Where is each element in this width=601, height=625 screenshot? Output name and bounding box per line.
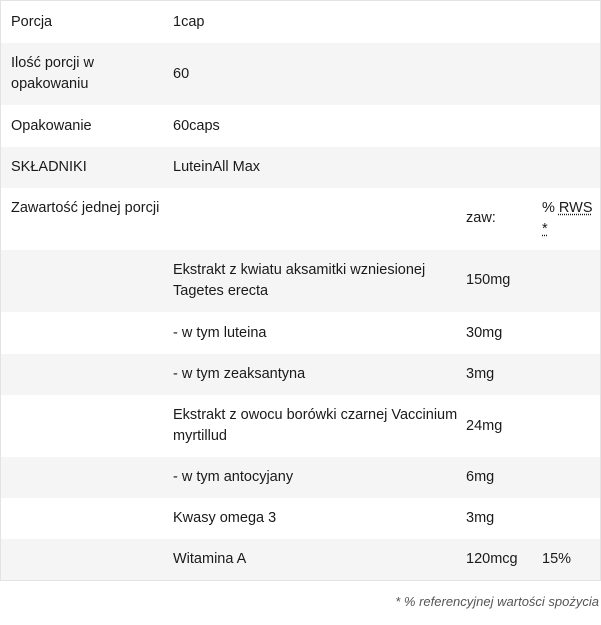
rws-percent: 15% <box>542 551 572 567</box>
table-row <box>1 354 600 395</box>
row-value: 60 <box>173 66 190 82</box>
table-row <box>1 539 600 580</box>
ingredient-amount: 6mg <box>466 469 495 485</box>
ingredient-name: Ekstrakt z kwiatu aksamitki wzniesionej Tagetes erecta <box>173 262 426 299</box>
table-row <box>1 43 600 105</box>
row-label: Porcja <box>11 14 53 30</box>
table-row <box>1 250 600 312</box>
table-row <box>1 1 600 43</box>
table-row <box>1 498 600 539</box>
table-row <box>1 312 600 354</box>
ingredient-amount: 30mg <box>466 325 503 341</box>
row-value: LuteinAll Max <box>173 159 261 175</box>
ingredient-name: Witamina A <box>173 551 247 567</box>
ingredient-amount: 3mg <box>466 510 495 526</box>
row-label: Opakowanie <box>11 118 92 134</box>
table-row <box>1 457 600 498</box>
ingredient-amount: 3mg <box>466 366 495 382</box>
row-label: SKŁADNIKI <box>11 159 87 175</box>
ingredient-amount: 120mcg <box>466 551 518 567</box>
ingredient-name: Kwasy omega 3 <box>173 510 277 526</box>
row-value: 1cap <box>173 14 205 30</box>
ingredient-amount: 24mg <box>466 418 503 434</box>
table-row <box>1 105 600 147</box>
rws-header: % RWS * <box>542 200 593 237</box>
table-row <box>1 147 600 188</box>
rws-abbreviation: RWS * <box>542 200 593 237</box>
footnote: * % referencyjnej wartości spożycia <box>395 594 599 609</box>
ingredient-name: - w tym antocyjany <box>173 469 294 485</box>
row-label: Ilość porcji w opakowaniu <box>11 55 94 92</box>
table-row <box>1 395 600 457</box>
row-value: 60caps <box>173 118 220 134</box>
amount-header: zaw: <box>466 210 496 226</box>
ingredient-amount: 150mg <box>466 272 511 288</box>
ingredient-name: - w tym zeaksantyna <box>173 366 306 382</box>
row-label: Zawartość jednej porcji <box>11 200 160 216</box>
table-row-header <box>1 188 600 250</box>
ingredient-name: - w tym luteina <box>173 325 267 341</box>
ingredient-name: Ekstrakt z owocu borówki czarnej Vaccinium myrtillud <box>173 407 458 444</box>
